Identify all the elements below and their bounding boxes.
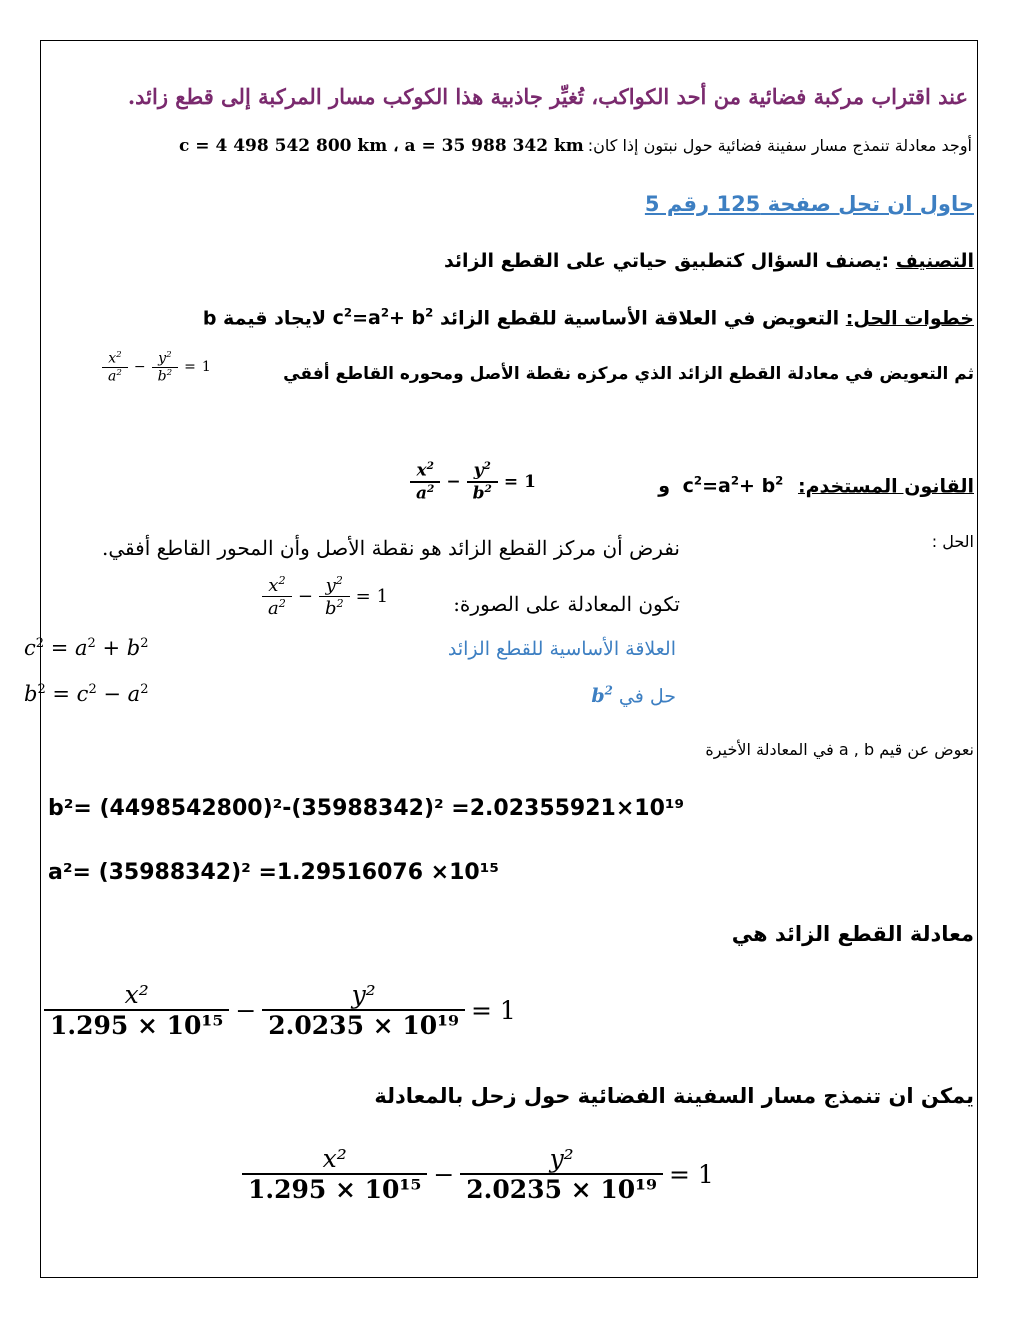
x-numerator: x² [124,980,149,1009]
form-line: تكون المعادلة على الصورة: [453,592,680,616]
law-relation: $c^2=a^2+ b^2$ [682,474,784,498]
y-denominator-final: 2.0235 × 10¹⁹ [460,1173,663,1204]
classification-line [444,250,974,272]
y-denominator: 2.0235 × 10¹⁹ [262,1009,465,1040]
standard-equation-small: $\frac{x^2}{a^2}$ − $\frac{y^2}{b^2}$ = 1 [102,350,211,384]
hint-link[interactable]: حاول ان تحل صفحة 125 رقم 5 [644,192,974,216]
model-text: يمكن ان تنمذج مسار السفينة الفضائية حول زحل بالمعادلة [374,1084,974,1108]
result-equation-1: $\frac{\text{x²}}{\text{1.295 × 10¹⁵}}$ − $\frac{\text{y²}}{\text{2.0235 × 10¹⁹}}$ = 1 [44,980,522,1040]
law-label: القانون المستخدم: [797,475,974,498]
steps-line-1 [203,306,974,329]
rhs-final: = 1 [669,1159,714,1189]
steps-label: خطوات الحل: [845,307,974,330]
solve-for-line [591,684,676,707]
result-equation-2: $\frac{\text{x²}}{\text{1.295 × 10¹⁵}}$ − $\frac{\text{y²}}{\text{2.0235 × 10¹⁹}}$ = 1 [242,1144,720,1204]
b2-computation: b²= (4498542800)²-(35988342)² =2.02355921×10¹⁹ [48,796,685,821]
relation-c2: $c^2 = a^2 + b^2$ [24,636,149,660]
equation-is-label: معادلة القطع الزائد هي [731,922,974,946]
solve-for-label: حل في [618,685,676,708]
assume-line: نفرض أن مركز القطع الزائد هو نقطة الأصل وأن المحور القاطع أفقي. [102,536,680,560]
x-denominator-final: 1.295 × 10¹⁵ [242,1173,427,1204]
problem-values: c = 4 498 542 800 km ، a = 35 988 342 km [179,136,584,156]
relation-b2: $b^2 = c^2 - a^2$ [24,682,149,706]
form-equation: $\frac{x^2}{a^2}$ − $\frac{y^2}{b^2}$ = 1 [262,574,388,619]
rhs: = 1 [471,995,516,1025]
steps-text-after: لايجاد قيمة b [202,307,326,330]
a2-computation: a²= (35988342)² =1.29516076 ×10¹⁵ [48,860,499,885]
y-numerator: y² [351,980,376,1009]
solution-label: الحل : [931,532,974,551]
x-numerator-final: x² [322,1144,347,1173]
steps-relation: $c^2=a^2+ b^2$ [332,306,434,330]
problem-question: أوجد معادلة تنمذج مسار سفينة فضائية حول نبتون إذا كان: [587,136,972,155]
law-equation: $\frac{x^2}{a^2}$ − $\frac{y^2}{b^2}$ = 1 [410,460,536,503]
law-line [658,474,974,497]
problem-line-2 [179,136,972,156]
law-and: و [658,475,671,498]
y-numerator-final: y² [549,1144,574,1173]
basic-relation-label: العلاقة الأساسية للقطع الزائد [447,638,676,660]
classification-text: :يصنف السؤال كتطبيق حياتي على القطع الزائد [443,250,890,272]
x-denominator: 1.295 × 10¹⁵ [44,1009,229,1040]
steps-line-2: ثم التعويض في معادلة القطع الزائد الذي مركزه نقطة الأصل ومحوره القاطع أفقي [283,364,974,384]
substitute-line: نعوض عن قيم a , b في المعادلة الأخيرة [705,740,974,759]
classification-label: التصنيف [895,250,974,272]
problem-line-1: عند اقتراب مركبة فضائية من أحد الكواكب، تُغيِّر جاذبية هذا الكوكب مسار المركبة إلى قطع زائد. [127,84,968,109]
solve-for-var: $b^2$ [591,684,613,708]
steps-text-before: التعويض في العلاقة الأساسية للقطع الزائد [439,307,840,330]
